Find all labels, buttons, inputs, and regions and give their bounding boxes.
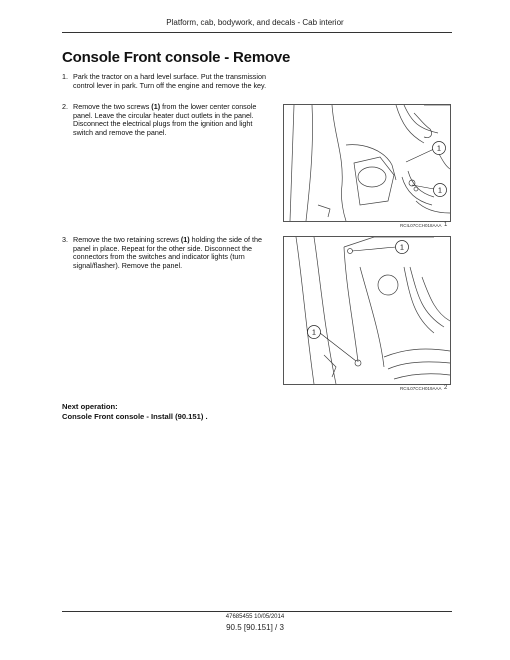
step-3-text-b: holding the side of the panel in place. Repeat for the other side. Disconnect the connectors from the switches and indicator lights (turn signal/flasher). Remove the panel. — [73, 235, 262, 270]
figure-1-ref: RCIL07CCH018AAA — [400, 223, 442, 228]
step-2-text — [73, 103, 274, 137]
step-2-text-b: from the lower center console panel. Leave the circular heater duct outlets in the panel. Disconnect the electrical plugs from the ignition and light switch and remove the panel. — [73, 102, 257, 137]
figure-1-callout-b: 1 — [438, 187, 442, 195]
page-title: Console Front console - Remove — [62, 49, 291, 66]
footer-rule — [62, 611, 452, 612]
step-2 — [62, 103, 274, 137]
step-3-text-a: Remove the two retaining screws — [73, 235, 181, 244]
figure-2-callout-a: 1 — [400, 244, 404, 252]
next-operation-label: Next operation: — [62, 402, 118, 411]
footer-page: 90.5 [90.151] / 3 — [226, 623, 284, 632]
step-2-callout: (1) — [151, 102, 161, 111]
step-3 — [62, 236, 274, 270]
step-1-number: 1. — [62, 72, 68, 81]
next-operation-link[interactable]: Console Front console - Install (90.151) . — [62, 412, 208, 421]
step-2-number: 2. — [62, 102, 68, 111]
step-1 — [62, 73, 274, 90]
figure-1-number: 1 — [444, 222, 448, 228]
figure-1-illustration — [284, 105, 450, 221]
figure-2-illustration — [284, 237, 450, 384]
figure-2-number: 2 — [444, 385, 448, 391]
footer-doc: 47685455 10/05/2014 — [225, 614, 285, 620]
step-3-number: 3. — [62, 235, 68, 244]
page-header: Platform, cab, bodywork, and decals - Cab interior — [166, 18, 344, 27]
figure-1-callout-a: 1 — [437, 145, 441, 153]
header-rule — [62, 32, 452, 33]
step-1-text: Park the tractor on a hard level surface. Put the transmission control lever in park. Turn off the engine and remove the key. — [73, 72, 267, 90]
figure-2-callout-b: 1 — [312, 329, 316, 337]
next-operation — [62, 402, 208, 422]
figure-2 — [283, 236, 451, 385]
step-3-text — [73, 236, 274, 270]
step-2-text-a: Remove the two screws — [73, 102, 152, 111]
figure-2-ref: RCIL07CCH019AAA — [400, 386, 442, 391]
step-3-callout: (1) — [180, 235, 190, 244]
figure-1 — [283, 104, 451, 222]
